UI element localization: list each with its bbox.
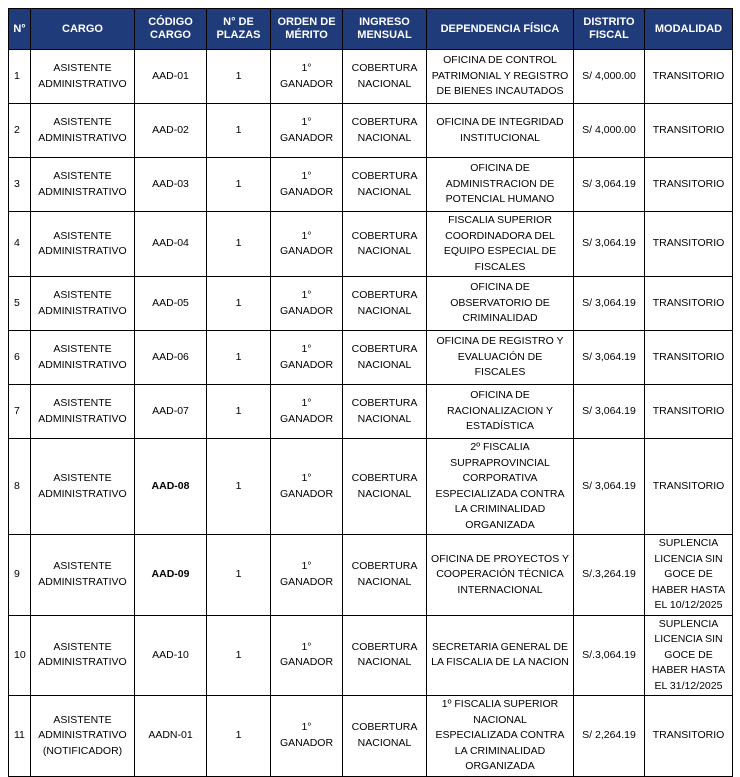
- ingreso-mensual-cell: COBERTURA NACIONAL: [343, 104, 427, 158]
- row-number-cell: 5: [9, 277, 31, 331]
- distrito-fiscal-cell: S/ 4,000.00: [574, 50, 645, 104]
- table-row: [9, 696, 733, 777]
- row-number-cell: 7: [9, 385, 31, 439]
- dependencia-cell: SECRETARIA GENERAL DE LA FISCALIA DE LA NACION: [427, 615, 574, 696]
- ingreso-mensual-cell: COBERTURA NACIONAL: [343, 439, 427, 535]
- vacancies-table: [8, 8, 733, 777]
- dependencia-cell: OFICINA DE CONTROL PATRIMONIAL Y REGISTRO DE BIENES INCAUTADOS: [427, 50, 574, 104]
- ingreso-mensual-cell: COBERTURA NACIONAL: [343, 158, 427, 212]
- header-dependencia: DEPENDENCIA FÍSICA: [427, 9, 574, 50]
- header-cargo: CARGO: [31, 9, 135, 50]
- cargo-cell: ASISTENTE ADMINISTRATIVO: [31, 331, 135, 385]
- modalidad-cell: SUPLENCIA LICENCIA SIN GOCE DE HABER HASTA EL 10/12/2025: [645, 535, 733, 616]
- table-row: [9, 50, 733, 104]
- distrito-fiscal-cell: S/ 3,064.19: [574, 212, 645, 277]
- table-row: [9, 439, 733, 535]
- orden-merito-cell: 1° GANADOR: [271, 104, 343, 158]
- table-row: [9, 104, 733, 158]
- ingreso-mensual-cell: COBERTURA NACIONAL: [343, 535, 427, 616]
- row-number-cell: 2: [9, 104, 31, 158]
- cargo-cell: ASISTENTE ADMINISTRATIVO: [31, 615, 135, 696]
- row-number-cell: 3: [9, 158, 31, 212]
- orden-merito-cell: 1° GANADOR: [271, 50, 343, 104]
- orden-merito-cell: 1° GANADOR: [271, 439, 343, 535]
- cargo-cell: ASISTENTE ADMINISTRATIVO (NOTIFICADOR): [31, 696, 135, 777]
- plazas-cell: 1: [207, 212, 271, 277]
- orden-merito-cell: 1° GANADOR: [271, 696, 343, 777]
- header-ingreso: INGRESO MENSUAL: [343, 9, 427, 50]
- plazas-cell: 1: [207, 696, 271, 777]
- ingreso-mensual-cell: COBERTURA NACIONAL: [343, 277, 427, 331]
- orden-merito-cell: 1° GANADOR: [271, 158, 343, 212]
- header-num: N°: [9, 9, 31, 50]
- dependencia-cell: OFICINA DE PROYECTOS Y COOPERACIÓN TÉCNICA INTERNACIONAL: [427, 535, 574, 616]
- dependencia-cell: FISCALIA SUPERIOR COORDINADORA DEL EQUIPO ESPECIAL DE FISCALES: [427, 212, 574, 277]
- plazas-cell: 1: [207, 277, 271, 331]
- plazas-cell: 1: [207, 104, 271, 158]
- modalidad-cell: TRANSITORIO: [645, 385, 733, 439]
- modalidad-cell: SUPLENCIA LICENCIA SIN GOCE DE HABER HASTA EL 31/12/2025: [645, 615, 733, 696]
- modalidad-cell: TRANSITORIO: [645, 331, 733, 385]
- orden-merito-cell: 1° GANADOR: [271, 212, 343, 277]
- distrito-fiscal-cell: S/.3,264.19: [574, 535, 645, 616]
- plazas-cell: 1: [207, 158, 271, 212]
- row-number-cell: 9: [9, 535, 31, 616]
- orden-merito-cell: 1° GANADOR: [271, 615, 343, 696]
- row-number-cell: 10: [9, 615, 31, 696]
- row-number-cell: 11: [9, 696, 31, 777]
- codigo-cell: AAD-06: [135, 331, 207, 385]
- codigo-cell: AAD-02: [135, 104, 207, 158]
- table-row: [9, 385, 733, 439]
- codigo-cell: AAD-03: [135, 158, 207, 212]
- header-modalidad: MODALIDAD: [645, 9, 733, 50]
- ingreso-mensual-cell: COBERTURA NACIONAL: [343, 615, 427, 696]
- header-plazas: N° DE PLAZAS: [207, 9, 271, 50]
- modalidad-cell: TRANSITORIO: [645, 439, 733, 535]
- modalidad-cell: TRANSITORIO: [645, 158, 733, 212]
- table-row: [9, 277, 733, 331]
- cargo-cell: ASISTENTE ADMINISTRATIVO: [31, 277, 135, 331]
- distrito-fiscal-cell: S/ 4,000.00: [574, 104, 645, 158]
- cargo-cell: ASISTENTE ADMINISTRATIVO: [31, 212, 135, 277]
- codigo-cell: AAD-09: [135, 535, 207, 616]
- ingreso-mensual-cell: COBERTURA NACIONAL: [343, 50, 427, 104]
- distrito-fiscal-cell: S/.3,064.19: [574, 615, 645, 696]
- codigo-cell: AAD-01: [135, 50, 207, 104]
- dependencia-cell: OFICINA DE RACIONALIZACION Y ESTADÍSTICA: [427, 385, 574, 439]
- dependencia-cell: OFICINA DE INTEGRIDAD INSTITUCIONAL: [427, 104, 574, 158]
- distrito-fiscal-cell: S/ 3,064.19: [574, 439, 645, 535]
- modalidad-cell: TRANSITORIO: [645, 277, 733, 331]
- cargo-cell: ASISTENTE ADMINISTRATIVO: [31, 104, 135, 158]
- dependencia-cell: OFICINA DE OBSERVATORIO DE CRIMINALIDAD: [427, 277, 574, 331]
- dependencia-cell: OFICINA DE REGISTRO Y EVALUACIÓN DE FISCALES: [427, 331, 574, 385]
- codigo-cell: AAD-07: [135, 385, 207, 439]
- header-orden: ORDEN DE MÉRITO: [271, 9, 343, 50]
- codigo-cell: AAD-05: [135, 277, 207, 331]
- orden-merito-cell: 1° GANADOR: [271, 331, 343, 385]
- table-row: [9, 535, 733, 616]
- modalidad-cell: TRANSITORIO: [645, 50, 733, 104]
- table-row: [9, 212, 733, 277]
- cargo-cell: ASISTENTE ADMINISTRATIVO: [31, 158, 135, 212]
- plazas-cell: 1: [207, 331, 271, 385]
- orden-merito-cell: 1° GANADOR: [271, 535, 343, 616]
- modalidad-cell: TRANSITORIO: [645, 212, 733, 277]
- codigo-cell: AAD-08: [135, 439, 207, 535]
- modalidad-cell: TRANSITORIO: [645, 104, 733, 158]
- codigo-cell: AAD-10: [135, 615, 207, 696]
- table-row: [9, 158, 733, 212]
- orden-merito-cell: 1° GANADOR: [271, 277, 343, 331]
- table-row: [9, 615, 733, 696]
- distrito-fiscal-cell: S/ 3,064.19: [574, 158, 645, 212]
- header-codigo: CÓDIGO CARGO: [135, 9, 207, 50]
- modalidad-cell: TRANSITORIO: [645, 696, 733, 777]
- row-number-cell: 4: [9, 212, 31, 277]
- header-row: [9, 9, 733, 50]
- row-number-cell: 8: [9, 439, 31, 535]
- plazas-cell: 1: [207, 535, 271, 616]
- codigo-cell: AAD-04: [135, 212, 207, 277]
- distrito-fiscal-cell: S/ 3,064.19: [574, 277, 645, 331]
- cargo-cell: ASISTENTE ADMINISTRATIVO: [31, 50, 135, 104]
- row-number-cell: 1: [9, 50, 31, 104]
- plazas-cell: 1: [207, 385, 271, 439]
- dependencia-cell: OFICINA DE ADMINISTRACION DE POTENCIAL HUMANO: [427, 158, 574, 212]
- table-row: [9, 331, 733, 385]
- plazas-cell: 1: [207, 50, 271, 104]
- distrito-fiscal-cell: S/ 3,064.19: [574, 385, 645, 439]
- distrito-fiscal-cell: S/ 3,064.19: [574, 331, 645, 385]
- dependencia-cell: 1º FISCALIA SUPERIOR NACIONAL ESPECIALIZADA CONTRA LA CRIMINALIDAD ORGANIZADA: [427, 696, 574, 777]
- distrito-fiscal-cell: S/ 2,264.19: [574, 696, 645, 777]
- cargo-cell: ASISTENTE ADMINISTRATIVO: [31, 439, 135, 535]
- codigo-cell: AADN-01: [135, 696, 207, 777]
- cargo-cell: ASISTENTE ADMINISTRATIVO: [31, 535, 135, 616]
- row-number-cell: 6: [9, 331, 31, 385]
- plazas-cell: 1: [207, 439, 271, 535]
- header-distrito: DISTRITO FISCAL: [574, 9, 645, 50]
- ingreso-mensual-cell: COBERTURA NACIONAL: [343, 696, 427, 777]
- ingreso-mensual-cell: COBERTURA NACIONAL: [343, 212, 427, 277]
- orden-merito-cell: 1° GANADOR: [271, 385, 343, 439]
- ingreso-mensual-cell: COBERTURA NACIONAL: [343, 385, 427, 439]
- plazas-cell: 1: [207, 615, 271, 696]
- dependencia-cell: 2º FISCALIA SUPRAPROVINCIAL CORPORATIVA ESPECIALIZADA CONTRA LA CRIMINALIDAD ORGANIZADA: [427, 439, 574, 535]
- ingreso-mensual-cell: COBERTURA NACIONAL: [343, 331, 427, 385]
- cargo-cell: ASISTENTE ADMINISTRATIVO: [31, 385, 135, 439]
